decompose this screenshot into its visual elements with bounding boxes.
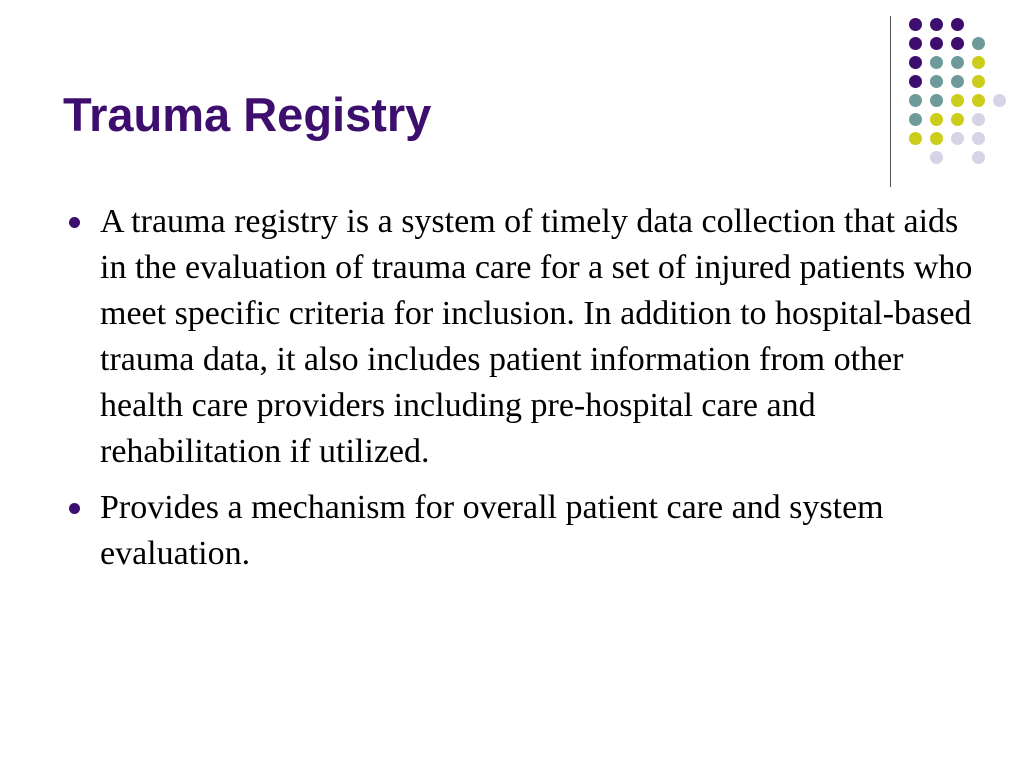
decorative-dot: [930, 151, 943, 164]
slide-title: Trauma Registry: [63, 88, 432, 141]
decorative-dot: [930, 132, 943, 145]
decorative-dot: [972, 113, 985, 126]
bullet-text: Provides a mechanism for overall patient care and system evaluation.: [100, 489, 884, 572]
decorative-dot: [972, 37, 985, 50]
decorative-dot: [930, 75, 943, 88]
decorative-dot: [930, 94, 943, 107]
decorative-dot: [951, 56, 964, 69]
decorative-dot: [909, 94, 922, 107]
bullet-item: [63, 199, 978, 475]
decorative-dot: [930, 37, 943, 50]
decorative-dot: [951, 75, 964, 88]
bullet-item: [63, 485, 978, 577]
decorative-dot: [930, 18, 943, 31]
decorative-dot: [951, 37, 964, 50]
bullet-text: A trauma registry is a system of timely data collection that aids in the evaluation of trauma care for a set of injured patients who meet specific criteria for inclusion. In addition to hospital-based trauma data, it also includes patient information from other health care providers including pre-hospital care and rehabilitation if utilized.: [100, 203, 973, 470]
decorative-dot: [909, 56, 922, 69]
decorative-dot: [972, 151, 985, 164]
decorative-dot: [909, 37, 922, 50]
decorative-dot: [930, 113, 943, 126]
decorative-dot: [951, 94, 964, 107]
decorative-dot: [993, 94, 1006, 107]
decorative-dot: [972, 94, 985, 107]
decorative-dot: [951, 132, 964, 145]
decorative-dot: [951, 18, 964, 31]
decorative-dot: [909, 113, 922, 126]
decorative-dot: [930, 56, 943, 69]
decorative-dot: [909, 75, 922, 88]
decorative-dot-grid: [907, 16, 1007, 166]
decorative-dot: [972, 56, 985, 69]
title-divider-line: [890, 16, 891, 187]
bullet-dot-icon: [69, 217, 80, 228]
decorative-dot: [909, 18, 922, 31]
decorative-dot: [972, 75, 985, 88]
bullet-list: [63, 199, 978, 587]
decorative-dot: [909, 132, 922, 145]
decorative-dot: [951, 113, 964, 126]
bullet-dot-icon: [69, 503, 80, 514]
decorative-dot: [972, 132, 985, 145]
